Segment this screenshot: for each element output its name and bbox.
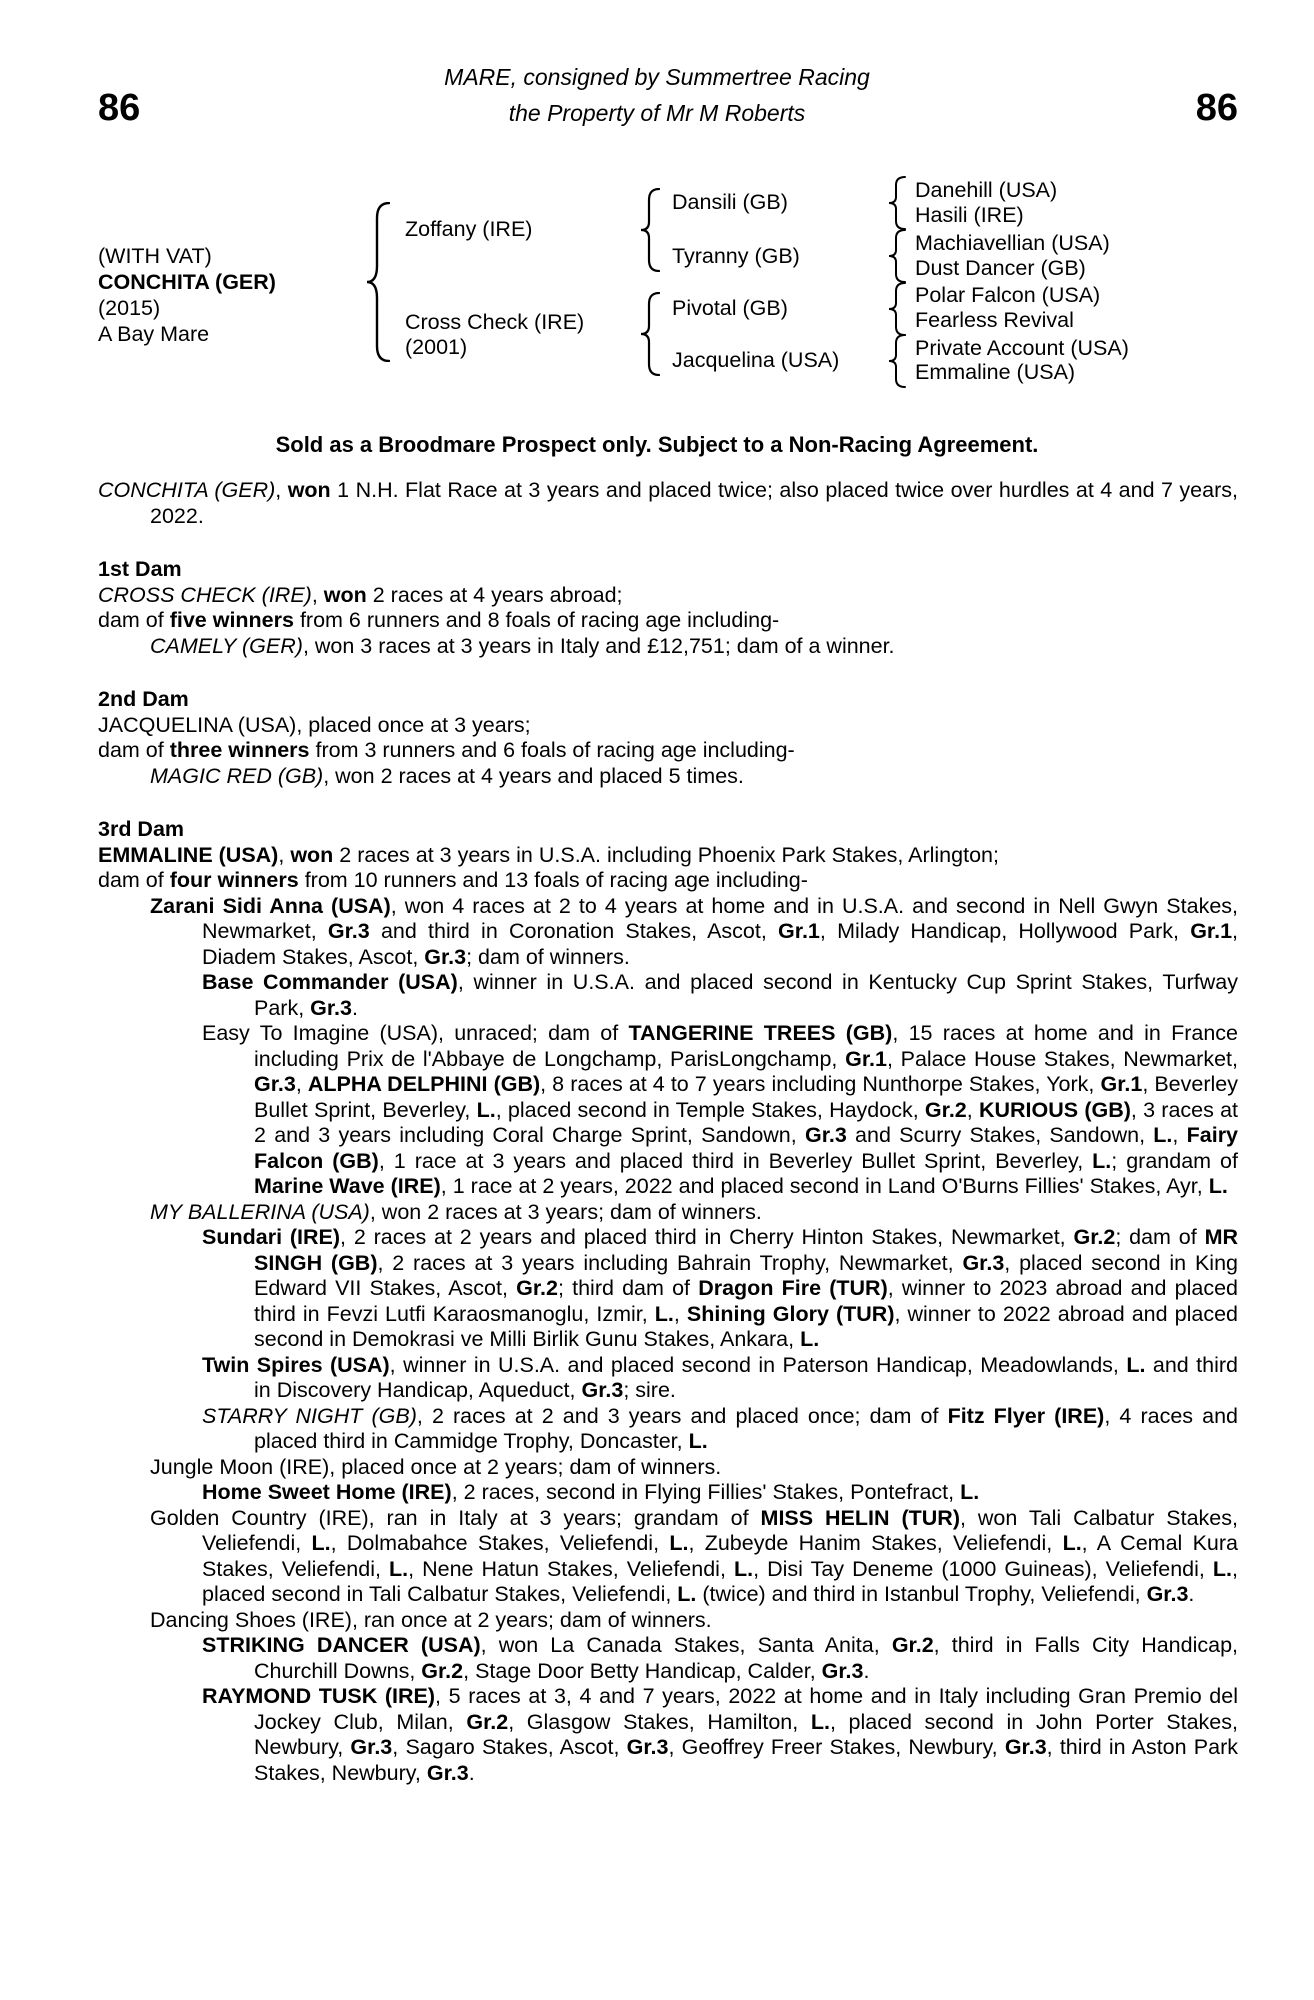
text-run: .	[468, 1760, 475, 1785]
text-run: won	[290, 842, 334, 867]
text-run: Dragon Fire (TUR)	[698, 1276, 888, 1300]
consignor-title: MARE, consigned by Summertree Racing	[444, 64, 870, 90]
text-run: , Dolmabahce Stakes, Veliefendi,	[330, 1531, 670, 1555]
text-run: Gr.3	[821, 1658, 864, 1683]
text-run: ,	[278, 842, 291, 867]
text-run: , won La Canada Stakes, Santa Anita,	[480, 1633, 892, 1657]
text-run: Gr.3	[350, 1735, 393, 1759]
text-run: , 2 races at 2 and 3 years and placed once; dam of	[416, 1403, 948, 1428]
text-run: Home Sweet Home (IRE)	[202, 1480, 452, 1504]
text-run: , won 2 races at 4 years and placed 5 times.	[323, 763, 744, 788]
catalog-paragraph	[98, 1684, 1238, 1786]
sire-name: Zoffany (IRE)	[405, 217, 533, 241]
text-run: , 3 races at 2 and 3 years including Coral Charge Sprint, Sandown,	[254, 1097, 1239, 1147]
catalog-paragraph	[98, 868, 1238, 894]
text-run: Base Commander (USA)	[202, 970, 458, 994]
subject-name: CONCHITA (GER)	[98, 270, 276, 294]
text-run: MR SINGH (GB)	[254, 1225, 1238, 1275]
catalog-paragraph	[98, 478, 1238, 529]
text-run: .	[352, 995, 358, 1020]
gen3-name-7: Private Account (USA)	[915, 336, 1129, 360]
text-run: Gr.3	[310, 995, 352, 1020]
text-run: Gr.1	[778, 919, 820, 943]
gen3-name-1: Danehill (USA)	[915, 178, 1058, 202]
text-run: , 1 race at 3 years and placed third in Beverley Bullet Sprint, Beverley,	[378, 1148, 1093, 1173]
text-run: Zarani Sidi Anna (USA)	[150, 893, 391, 918]
pedigree-brace-sire	[640, 188, 660, 272]
text-run: Gr.1	[845, 1046, 887, 1071]
text-run: L.	[1208, 1174, 1228, 1198]
text-run: L.	[810, 1709, 830, 1734]
text-run: , won 2 races at 3 years; dam of winners.	[369, 1199, 762, 1224]
sale-condition-notice: Sold as a Broodmare Prospect only. Subject to a Non-Racing Agreement.	[275, 432, 1039, 457]
text-run: Gr.2	[891, 1633, 934, 1657]
text-run: , 15 races at home and in France including Prix de l'Abbaye de Longchamp, ParisLongchamp,	[254, 1021, 1239, 1071]
text-run: ALPHA DELPHINI (GB)	[307, 1072, 541, 1096]
text-run: L.	[654, 1301, 674, 1326]
text-run: Dancing Shoes (IRE), ran once at 2 years; dam of winners.	[150, 1607, 712, 1632]
text-run: , Palace House Stakes, Newmarket,	[886, 1046, 1238, 1071]
subject-year: (2015)	[98, 296, 161, 320]
text-run: .	[863, 1658, 870, 1683]
text-run: L.	[677, 1582, 697, 1606]
dam-heading: 1st Dam	[98, 557, 182, 581]
catalog-paragraph	[98, 713, 1238, 739]
gen3-name-6: Fearless Revival	[915, 308, 1074, 332]
text-run: ,	[275, 478, 288, 502]
text-run: Gr.2	[1073, 1225, 1116, 1249]
catalog-paragraph	[98, 608, 1238, 634]
text-run: , 2 races, second in Flying Fillies' Stakes, Pontefract,	[451, 1480, 961, 1504]
text-run: , 2 races at 3 years including Bahrain Trophy, Newmarket,	[377, 1250, 963, 1275]
gen3-name-3: Machiavellian (USA)	[915, 231, 1110, 255]
catalog-paragraph	[98, 764, 1238, 790]
text-run: L.	[1092, 1148, 1112, 1173]
catalog-paragraph	[98, 970, 1238, 1021]
catalog-body	[98, 478, 1238, 1786]
text-run: Gr.3	[804, 1123, 847, 1147]
lot-number-left: 86	[98, 87, 141, 129]
pedigree-brace-gen3-3	[888, 282, 906, 336]
vat-note: (WITH VAT)	[98, 244, 212, 268]
catalog-paragraph	[98, 1404, 1238, 1455]
text-run: , placed second in John Porter Stakes, Newbury,	[254, 1709, 1238, 1759]
text-run: dam of	[98, 868, 170, 892]
text-run: Gr.2	[924, 1097, 967, 1122]
text-run: three winners	[169, 738, 310, 762]
text-run: Golden Country (IRE), ran in Italy at 3 years; grandam of	[150, 1505, 761, 1530]
text-run: L.	[1212, 1556, 1233, 1581]
text-run: CONCHITA (GER)	[98, 478, 276, 502]
text-run: won	[323, 582, 367, 607]
text-run: and third in Discovery Handicap, Aqueduct,	[254, 1352, 1238, 1402]
text-run: ,	[295, 1072, 308, 1096]
text-run: 1 N.H. Flat Race at 3 years and placed twice; also placed twice over hurdles at 4 and 7 years, 2022.	[150, 478, 1238, 528]
text-run: , Diadem Stakes, Ascot,	[202, 919, 1239, 969]
text-run: , winner in U.S.A. and placed second in Paterson Handicap, Meadowlands,	[389, 1352, 1127, 1377]
catalog-paragraph	[98, 738, 1238, 764]
text-run: dam of	[98, 608, 170, 632]
dam-name: Cross Check (IRE)	[405, 310, 585, 334]
text-run: Shining Glory (TUR)	[686, 1301, 895, 1326]
catalog-section	[98, 817, 1238, 1786]
text-run: from 6 runners and 8 foals of racing age including-	[293, 608, 780, 632]
text-run: Gr.3	[426, 1760, 469, 1785]
dam-year: (2001)	[405, 335, 468, 359]
catalog-paragraph	[98, 1633, 1238, 1684]
text-run: Gr.2	[516, 1276, 558, 1300]
catalog-section	[98, 557, 1238, 659]
text-run: , placed second in King Edward VII Stakes, Ascot,	[254, 1250, 1238, 1300]
owner-title: the Property of Mr M Roberts	[508, 100, 806, 126]
text-run: ; third dam of	[557, 1276, 699, 1300]
pedigree-brace-gen3-1	[888, 176, 906, 230]
catalog-paragraph	[98, 1608, 1238, 1634]
text-run: L.	[733, 1556, 754, 1581]
text-run: EMMALINE (USA)	[98, 842, 279, 867]
gen3-name-2: Hasili (IRE)	[915, 203, 1024, 227]
text-run: , 1 race at 2 years, 2022 and placed second in Land O'Burns Fillies' Stakes, Ayr,	[440, 1174, 1209, 1198]
text-run: L.	[669, 1531, 689, 1555]
text-run: , third in Aston Park Stakes, Newbury,	[254, 1735, 1238, 1785]
gen2-sire-sire: Dansili (GB)	[672, 190, 788, 214]
gen3-name-8: Emmaline (USA)	[915, 360, 1076, 384]
text-run: and Scurry Stakes, Sandown,	[846, 1123, 1154, 1147]
text-run: , Milady Handicap, Hollywood Park,	[819, 919, 1191, 943]
text-run: Fitz Flyer (IRE)	[947, 1403, 1105, 1428]
text-run: (twice) and third in Istanbul Trophy, Veliefendi,	[696, 1582, 1147, 1606]
text-run: KURIOUS (GB)	[978, 1097, 1131, 1122]
pedigree-brace-main	[366, 202, 390, 362]
catalog-paragraph	[98, 583, 1238, 609]
text-run: from 10 runners and 13 foals of racing age including-	[298, 868, 808, 892]
text-run: , won 3 races at 3 years in Italy and £12,751; dam of a winner.	[302, 633, 895, 658]
text-run: four winners	[169, 868, 299, 892]
text-run: , winner to 2023 abroad and placed third in Fevzi Lutfi Karaosmanoglu, Izmir,	[254, 1276, 1238, 1326]
text-run: L.	[389, 1556, 409, 1581]
catalog-paragraph	[98, 1353, 1238, 1404]
text-run: , Nene Hatun Stakes, Veliefendi,	[408, 1556, 734, 1581]
text-run: L.	[1153, 1123, 1173, 1147]
text-run: Gr.3	[1004, 1735, 1047, 1759]
pedigree-brace-gen3-2	[888, 229, 906, 283]
text-run: Gr.3	[962, 1250, 1005, 1275]
text-run: , Zubeyde Hanim Stakes, Veliefendi,	[688, 1531, 1063, 1555]
gen2-sire-dam: Tyranny (GB)	[672, 244, 800, 268]
text-run: TANGERINE TREES (GB)	[628, 1021, 893, 1045]
text-run: Gr.3	[424, 944, 467, 969]
gen2-dam-dam: Jacquelina (USA)	[672, 348, 840, 372]
text-run: L.	[960, 1480, 980, 1504]
text-run: , won 4 races at 2 to 4 years at home and in U.S.A. and second in Nell Gwyn Stakes, Newmarket,	[202, 893, 1238, 943]
text-run: Gr.3	[327, 919, 370, 943]
text-run: from 3 runners and 6 foals of racing age including-	[309, 738, 795, 762]
text-run: , Glasgow Stakes, Hamilton,	[508, 1709, 811, 1734]
text-run: and third in Coronation Stakes, Ascot,	[369, 919, 779, 943]
text-run: , A Cemal Kura Stakes, Veliefendi,	[202, 1531, 1238, 1581]
catalog-paragraph	[98, 843, 1238, 869]
text-run: STARRY NIGHT (GB)	[202, 1403, 417, 1428]
subject-color: A Bay Mare	[98, 322, 210, 346]
text-run: MAGIC RED (GB)	[150, 763, 324, 788]
catalog-paragraph	[98, 1225, 1238, 1353]
catalog-paragraph	[98, 1455, 1238, 1481]
text-run: ; sire.	[623, 1378, 676, 1402]
dam-heading: 3rd Dam	[98, 817, 185, 841]
text-run: RAYMOND TUSK (IRE)	[202, 1684, 436, 1708]
text-run: Gr.3	[1146, 1582, 1189, 1606]
text-run: Twin Spires (USA)	[202, 1352, 390, 1377]
pedigree-brace-dam	[640, 292, 660, 376]
text-run: L.	[476, 1097, 496, 1122]
text-run: , winner in U.S.A. and placed second in Kentucky Cup Sprint Stakes, Turfway Park,	[254, 970, 1239, 1020]
text-run: ; grandam of	[1111, 1148, 1238, 1173]
gen2-dam-sire: Pivotal (GB)	[672, 296, 788, 320]
text-run: ,	[673, 1301, 687, 1326]
text-run: Fairy Falcon (GB)	[254, 1123, 1239, 1173]
text-run: , 8 races at 4 to 7 years including Nunthorpe Stakes, York,	[540, 1072, 1101, 1096]
text-run: won	[287, 478, 331, 502]
text-run: L.	[1126, 1352, 1146, 1377]
text-run: dam of	[98, 738, 170, 762]
text-run: L.	[311, 1531, 331, 1555]
text-run: L.	[800, 1327, 820, 1351]
text-run: L.	[1062, 1531, 1082, 1555]
text-run: CROSS CHECK (IRE)	[98, 582, 312, 607]
text-run: 2 races at 3 years in U.S.A. including Phoenix Park Stakes, Arlington;	[333, 842, 999, 867]
text-run: , Geoffrey Freer Stakes, Newbury,	[668, 1735, 1005, 1759]
text-run: , Disi Tay Deneme (1000 Guineas), Veliefendi,	[753, 1556, 1213, 1581]
text-run: JACQUELINA (USA), placed once at 3 years;	[98, 712, 531, 737]
text-run: , placed second in Temple Stakes, Haydock,	[495, 1097, 925, 1122]
text-run: Marine Wave (IRE)	[254, 1174, 441, 1198]
text-run: ; dam of	[1115, 1225, 1205, 1249]
text-run: Gr.2	[466, 1709, 509, 1734]
text-run: 2 races at 4 years abroad;	[366, 582, 623, 607]
text-run: Gr.1	[1190, 919, 1233, 943]
text-run: MY BALLERINA (USA)	[150, 1199, 370, 1224]
catalog-paragraph	[98, 1021, 1238, 1200]
gen3-name-5: Polar Falcon (USA)	[915, 283, 1101, 307]
text-run: , Stage Door Betty Handicap, Calder,	[463, 1658, 822, 1683]
text-run: ,	[966, 1097, 979, 1122]
text-run: .	[1188, 1582, 1195, 1606]
catalog-section	[98, 687, 1238, 789]
text-run: five winners	[169, 608, 294, 632]
catalog-paragraph	[98, 634, 1238, 660]
gen3-name-4: Dust Dancer (GB)	[915, 256, 1086, 280]
text-run: , 2 races at 2 years and placed third in Cherry Hinton Stakes, Newmarket,	[340, 1225, 1074, 1249]
catalog-paragraph	[98, 1480, 1238, 1506]
catalog-paragraph	[98, 1200, 1238, 1226]
text-run: , won Tali Calbatur Stakes, Veliefendi,	[202, 1505, 1238, 1555]
text-run: Sundari (IRE)	[202, 1225, 341, 1249]
text-run: Gr.3	[254, 1072, 296, 1096]
text-run: MISS HELIN (TUR)	[760, 1505, 960, 1530]
text-run: Jungle Moon (IRE), placed once at 2 years; dam of winners.	[150, 1454, 722, 1479]
dam-heading: 2nd Dam	[98, 687, 189, 711]
text-run: ; dam of winners.	[466, 944, 630, 969]
text-run: , Sagaro Stakes, Ascot,	[392, 1735, 627, 1759]
text-run: , placed second in Tali Calbatur Stakes, Veliefendi,	[202, 1556, 1238, 1606]
text-run: ,	[311, 582, 324, 607]
catalog-section	[98, 478, 1238, 529]
text-run: L.	[688, 1429, 708, 1453]
text-run: , third in Falls City Handicap, Churchill Downs,	[254, 1633, 1239, 1683]
text-run: , Beverley Bullet Sprint, Beverley,	[254, 1072, 1238, 1122]
text-run: Gr.3	[581, 1378, 624, 1402]
text-run: , winner to 2022 abroad and placed second in Demokrasi ve Milli Birlik Gunu Stakes, Ankara,	[254, 1301, 1238, 1351]
text-run: CAMELY (GER)	[150, 633, 303, 658]
catalog-paragraph	[98, 894, 1238, 971]
text-run: , 5 races at 3, 4 and 7 years, 2022 at home and in Italy including Gran Premio del Jockey Club, Milan,	[254, 1684, 1238, 1734]
text-run: Gr.2	[421, 1658, 464, 1683]
lot-number-right: 86	[1195, 87, 1238, 129]
text-run: ,	[1172, 1123, 1187, 1147]
pedigree-brace-gen3-4	[888, 334, 906, 388]
text-run: Easy To Imagine (USA), unraced; dam of	[202, 1021, 629, 1045]
text-run: Gr.1	[1100, 1072, 1143, 1096]
text-run: , 4 races and placed third in Cammidge Trophy, Doncaster,	[254, 1403, 1239, 1453]
catalog-paragraph	[98, 1506, 1238, 1608]
text-run: Gr.3	[626, 1735, 669, 1759]
text-run: STRIKING DANCER (USA)	[202, 1633, 481, 1657]
